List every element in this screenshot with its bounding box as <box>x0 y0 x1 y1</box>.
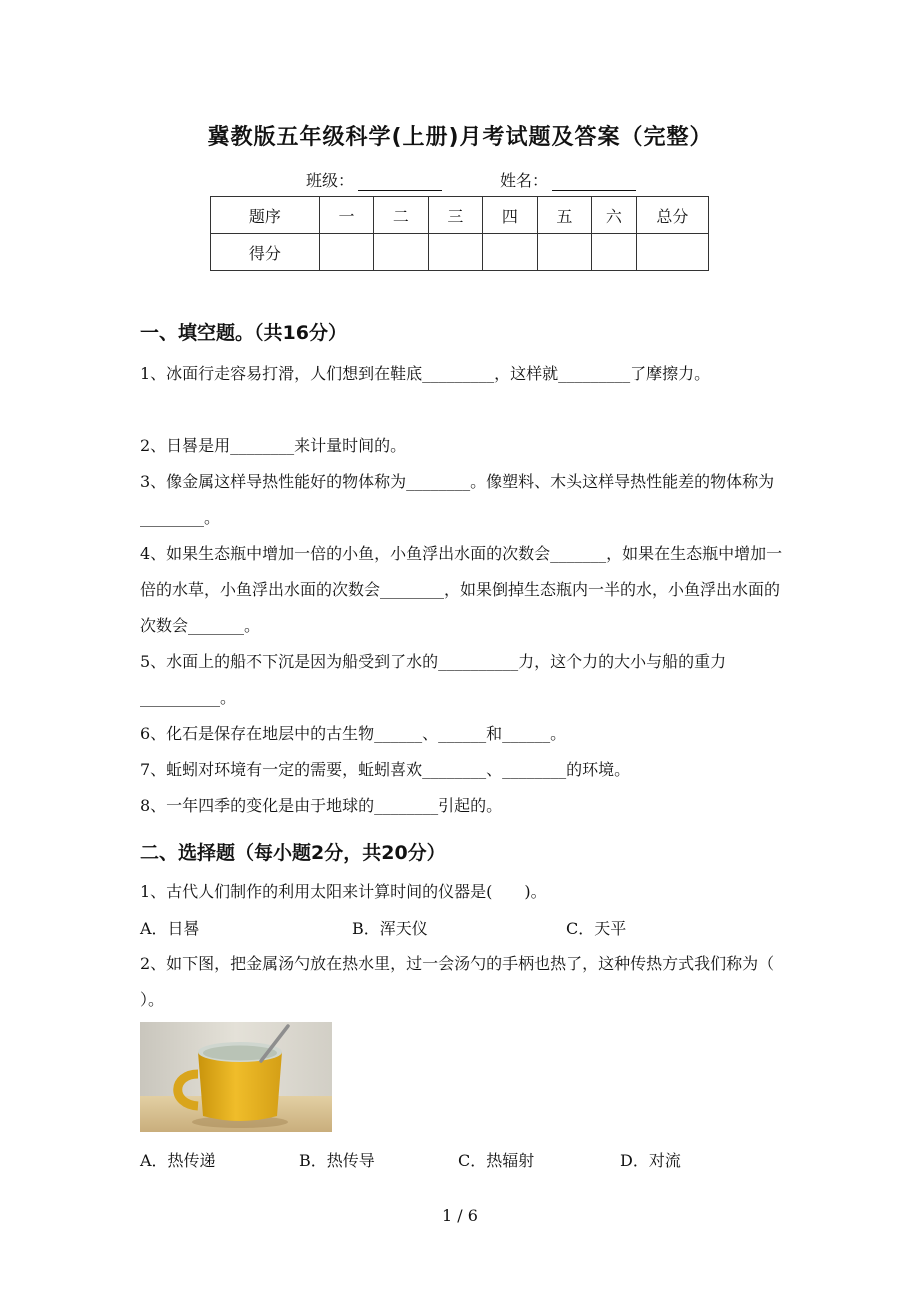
page-title: 冀教版五年级科学(上册)月考试题及答案（完整） <box>207 125 713 150</box>
option-d[interactable]: D．对流 <box>620 1151 681 1170</box>
table-cell: 二 <box>374 197 428 234</box>
class-blank[interactable] <box>358 174 442 191</box>
question-item: 6、化石是保存在地层中的古生物______、______和______。 <box>140 724 567 743</box>
score-cell[interactable] <box>319 234 373 271</box>
option-c[interactable]: C．天平 <box>566 919 627 938</box>
cup-spoon-image <box>140 1022 332 1132</box>
question-item: 3、像金属这样导热性能好的物体称为________。像塑料、木头这样导热性能差的物体称为________。 <box>140 472 775 527</box>
score-cell[interactable] <box>428 234 482 271</box>
score-table-row <box>211 234 709 271</box>
table-cell: 题序 <box>211 197 320 234</box>
option-row <box>140 1148 840 1172</box>
question-item: 7、蚯蚓对环境有一定的需要，蚯蚓喜欢________、________的环境。 <box>140 760 631 779</box>
score-cell[interactable] <box>374 234 428 271</box>
option-b[interactable]: B．浑天仪 <box>352 919 428 938</box>
score-table <box>210 196 709 271</box>
score-cell[interactable] <box>636 234 708 271</box>
score-table-header-row <box>211 197 709 234</box>
question-item: 4、如果生态瓶中增加一倍的小鱼，小鱼浮出水面的次数会_______，如果在生态瓶中增加一倍的水草，小鱼浮出水面的次数会________，如果倒掉生态瓶内一半的水，小鱼浮出水面的次数会_______。 <box>140 544 783 635</box>
table-cell: 五 <box>537 197 591 234</box>
table-cell: 三 <box>428 197 482 234</box>
class-field <box>306 168 442 191</box>
score-cell[interactable] <box>592 234 637 271</box>
cup-spoon-photo <box>140 1022 332 1132</box>
section-heading-choice: 二、选择题（每小题2分，共20分） <box>140 842 446 864</box>
page-number: 1 / 6 <box>442 1206 478 1225</box>
option-a[interactable]: A．热传递 <box>140 1151 216 1170</box>
question-item: 1、冰面行走容易打滑，人们想到在鞋底_________，这样就_________了摩擦力。 <box>140 364 711 383</box>
name-field <box>500 168 636 191</box>
question-item: 2、如下图，把金属汤勺放在热水里，过一会汤勺的手柄也热了，这种传热方式我们称为（ ）。 <box>140 954 796 1009</box>
table-cell: 一 <box>319 197 373 234</box>
option-row <box>140 916 840 940</box>
table-cell: 四 <box>483 197 537 234</box>
question-item: 8、一年四季的变化是由于地球的________引起的。 <box>140 796 503 815</box>
option-c[interactable]: C．热辐射 <box>458 1151 535 1170</box>
option-b[interactable]: B．热传导 <box>299 1151 375 1170</box>
table-cell: 六 <box>592 197 637 234</box>
option-a[interactable]: A．日晷 <box>140 919 200 938</box>
question-item: 2、日晷是用________来计量时间的。 <box>140 436 407 455</box>
class-label: 班级： <box>306 171 355 190</box>
question-item: 5、水面上的船不下沉是因为船受到了水的__________力，这个力的大小与船的重力__________。 <box>140 652 727 707</box>
table-cell: 得分 <box>211 234 320 271</box>
score-cell[interactable] <box>483 234 537 271</box>
table-cell: 总分 <box>636 197 708 234</box>
score-cell[interactable] <box>537 234 591 271</box>
section-heading-fill-in: 一、填空题。（共16分） <box>140 322 347 344</box>
question-item: 1、古代人们制作的利用太阳来计算时间的仪器是( )。 <box>140 882 547 901</box>
name-blank[interactable] <box>552 174 636 191</box>
name-label: 姓名： <box>500 171 549 190</box>
